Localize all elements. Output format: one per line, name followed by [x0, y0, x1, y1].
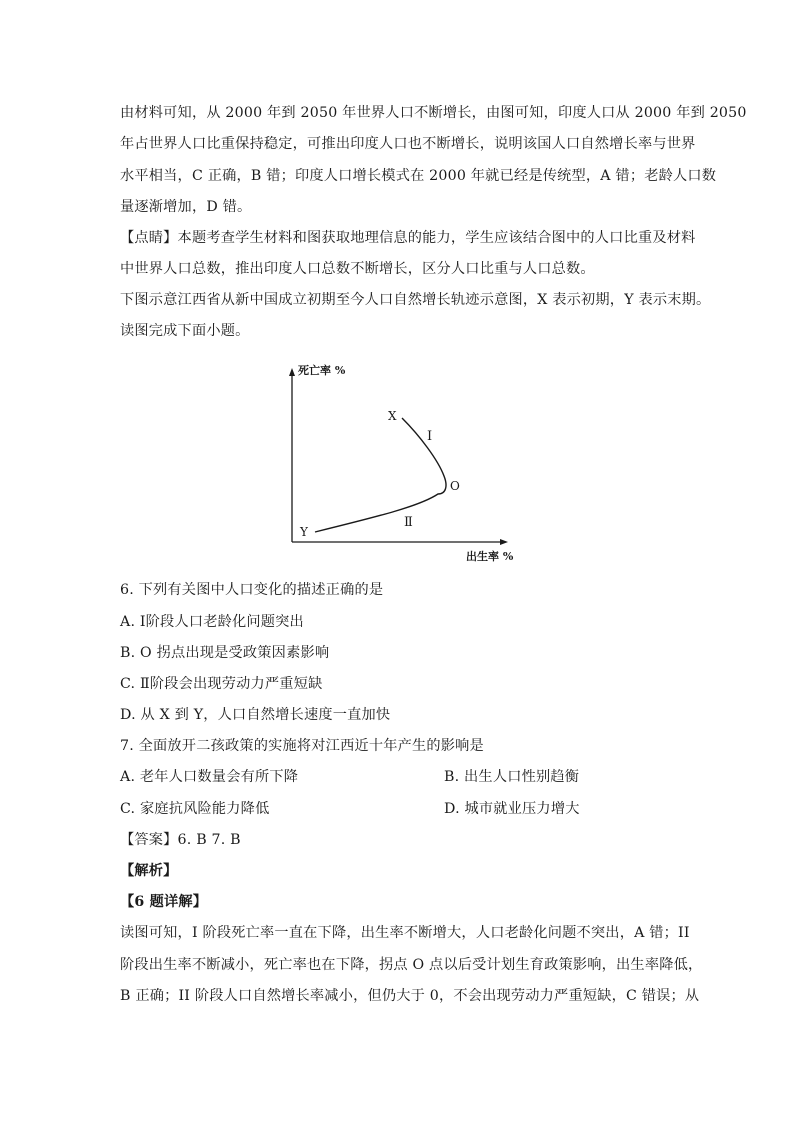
dianjing-line: 【点睛】本题考查学生材料和图获取地理信息的能力，学生应该结合图中的人口比重及材料	[120, 230, 696, 246]
question-6-option-a: A. Ⅰ阶段人口老龄化问题突出	[120, 614, 304, 630]
paragraph-line: 水平相当，C 正确，B 错；印度人口增长模式在 2000 年就已经是传统型，A 错；老龄人口数	[120, 168, 717, 184]
question-6-option-d: D. 从 X 到 Y，人口自然增长速度一直加快	[120, 707, 391, 723]
x-axis-arrow	[500, 539, 508, 545]
q6-detail-line: 阶段出生率不断减小，死亡率也在下降，拐点 O 点以后受计划生育政策影响，出生率降低，	[120, 957, 703, 973]
answer-line: 【答案】6. B 7. B	[120, 832, 241, 848]
question-6-stem: 6. 下列有关图中人口变化的描述正确的是	[120, 582, 384, 598]
paragraph-line: 年占世界人口比重保持稳定，可推出印度人口也不断增长，说明该国人口自然增长率与世界	[120, 136, 696, 152]
point-x-label: X	[388, 409, 397, 423]
question-7-option-d: D. 城市就业压力增大	[444, 801, 580, 817]
intro-line: 读图完成下面小题。	[120, 323, 250, 339]
x-axis-label: 出生率 %	[466, 550, 514, 563]
point-o-label: O	[450, 479, 460, 493]
segment-one-label: Ⅰ	[427, 429, 433, 444]
analysis-heading: 【解析】	[120, 863, 178, 879]
trajectory-diagram	[280, 356, 520, 570]
paragraph-line: 由材料可知，从 2000 年到 2050 年世界人口不断增长，由图可知，印度人口从 2000 年到 2050	[120, 105, 747, 121]
population-trajectory-figure	[280, 356, 520, 570]
dianjing-line: 中世界人口总数，推出印度人口总数不断增长，区分人口比重与人口总数。	[120, 261, 595, 277]
paragraph-line: 量逐渐增加，D 错。	[120, 199, 252, 215]
y-axis-arrow	[289, 368, 295, 376]
question-7-option-a: A. 老年人口数量会有所下降	[120, 769, 299, 785]
question-7-option-b: B. 出生人口性别趋衡	[444, 769, 580, 785]
question-6-option-c: C. Ⅱ阶段会出现劳动力严重短缺	[120, 676, 323, 692]
y-axis-label: 死亡率 %	[298, 364, 346, 377]
segment-two-label: Ⅱ	[404, 515, 413, 530]
q6-detail-line: 读图可知，I 阶段死亡率一直在下降，出生率不断增大，人口老龄化问题不突出，A 错；II	[120, 925, 690, 941]
q6-detail-heading: 【6 题详解】	[120, 894, 208, 910]
intro-line: 下图示意江西省从新中国成立初期至今人口自然增长轨迹示意图，X 表示初期，Y 表示末期。	[120, 292, 711, 308]
point-y-label: Y	[300, 525, 308, 539]
question-7-stem: 7. 全面放开二孩政策的实施将对江西近十年产生的影响是	[120, 738, 484, 754]
question-6-option-b: B. O 拐点出现是受政策因素影响	[120, 645, 330, 661]
q6-detail-line: B 正确；II 阶段人口自然增长率减小，但仍大于 0，不会出现劳动力严重短缺，C 错误；从	[120, 988, 700, 1004]
question-7-option-c: C. 家庭抗风险能力降低	[120, 801, 270, 817]
